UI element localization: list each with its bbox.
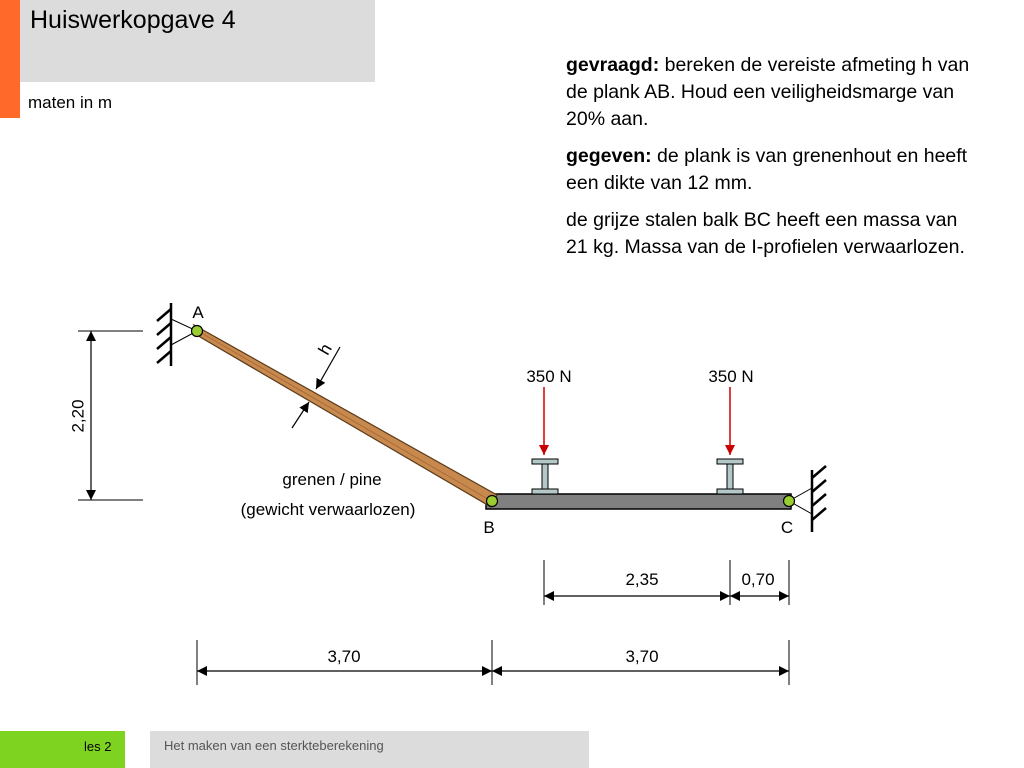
h-label: h [314,340,336,359]
load-label-1: 350 N [526,367,572,386]
span-dimension [197,640,789,685]
units-note: maten in m [28,93,113,112]
i-profile-1 [532,459,558,494]
footer-lesson-label: les 2 [84,739,112,754]
asked-text: bereken de vereiste afmeting h van de plank AB. Houd een veiligheidsmarge van 20% aan. [566,54,970,130]
material-label: grenen / pine [282,470,382,489]
pin-a [192,326,203,337]
i-profile-2 [717,459,743,494]
height-label: 2,20 [68,399,88,433]
weight-note: (gewicht verwaarlozen) [240,500,416,519]
pin-c [784,496,795,507]
steel-beam-bc [486,494,791,509]
dim-left-label: 3,70 [327,647,361,666]
h-arrow-lower [292,402,309,428]
dim-070-label: 0,70 [741,570,775,589]
given-label: gegeven: [566,145,652,167]
footer-course-title: Het maken van een sterkteberekening [164,738,384,753]
dim-235-label: 2,35 [625,570,659,589]
asked-label: gevraagd: [566,54,660,76]
point-a-label: A [192,303,204,322]
pin-b [487,496,498,507]
dim-right-label: 3,70 [625,647,659,666]
point-c-label: C [780,518,794,537]
given-text: de plank is van grenenhout en heeft een dikte van 12 mm. [566,145,968,194]
height-dimension [78,331,143,500]
wall-support-a [157,303,197,366]
extra-paragraph: de grijze stalen balk BC heeft een massa van 21 kg. Massa van de I-profielen verwaarlozen. [566,209,965,258]
load-label-2: 350 N [708,367,754,386]
slide-title: Huiswerkopgave 4 [30,6,236,34]
point-b-label: B [483,518,495,537]
